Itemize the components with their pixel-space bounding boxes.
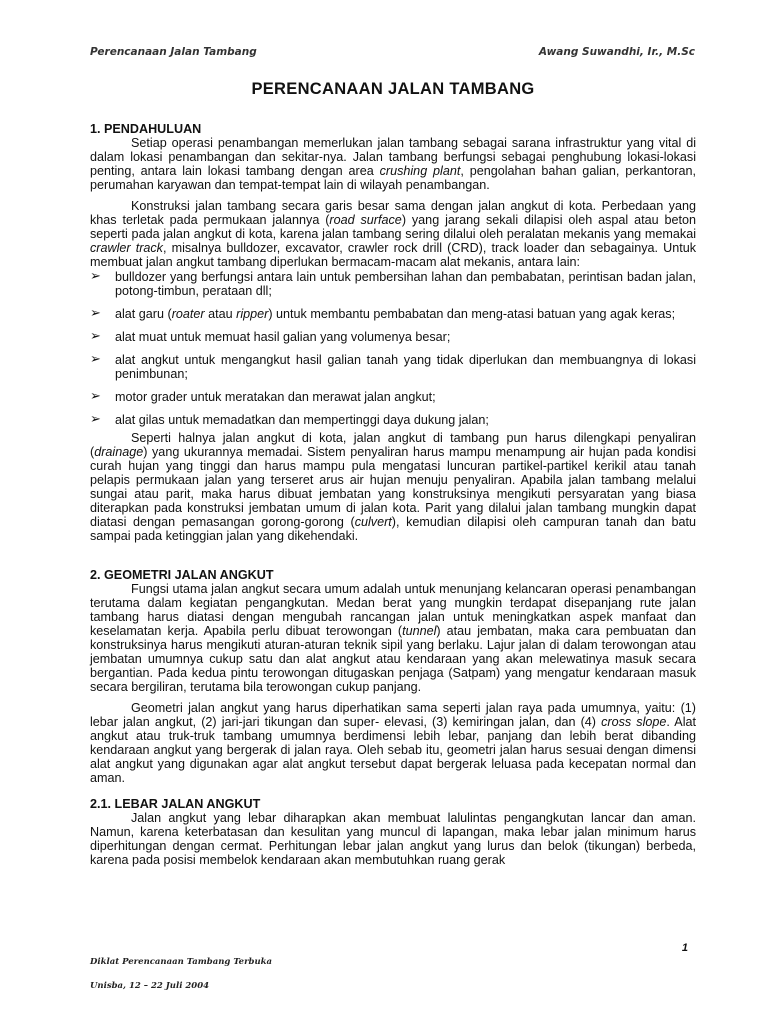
header-author: Awang Suwandhi, Ir., M.Sc [538,46,695,58]
section-heading-lebar-jalan: 2.1. LEBAR JALAN ANGKUT [90,797,261,811]
arrow-bullet-icon: ➢ [90,305,101,320]
arrow-bullet-icon: ➢ [90,351,101,366]
list-item: ➢ bulldozer yang berfungsi antara lain untuk pembersihan lahan dan pembabatan, perintisan badan jalan, potong-timbun, perataan dll; [90,268,696,298]
arrow-bullet-icon: ➢ [90,388,101,403]
list-item: ➢ alat gilas untuk memadatkan dan mempertinggi daya dukung jalan; [90,411,489,427]
paragraph: Geometri jalan angkut yang harus diperhatikan sama seperti jalan raya pada umumnya, yaitu: (1) lebar jalan angkut, (2) jari-jari tikungan dan super- elevasi, (3) kemiringan jalan, dan (4) cross slope. Alat angkut atau truk-truk tambang umumnya berdimensi lebih lebar, panjang dan lebih berat dibanding kendaraan angkut yang bergerak di jalan raya. Oleh sebab itu, geometri jalan harus sesuai dengan dimensi alat angkut yang digunakan agar alat angkut tersebut dapat bergerak leluasa pada kecepatan normal dan aman. [90,701,696,785]
header-left-title: Perencanaan Jalan Tambang [90,46,257,58]
list-item: ➢ alat angkut untuk mengangkut hasil galian tanah yang tidak diperlukan dan membuangnya di lokasi penimbunan; [90,351,696,381]
arrow-bullet-icon: ➢ [90,328,101,343]
list-item: ➢ alat muat untuk memuat hasil galian yang volumenya besar; [90,328,451,344]
arrow-bullet-icon: ➢ [90,268,101,283]
paragraph: Seperti halnya jalan angkut di kota, jalan angkut di tambang pun harus dilengkapi penyaliran (drainage) yang ukurannya memadai. Sistem penyaliran harus mampu menampung air hujan pada kondisi curah hujan yang tinggi dan harus mampu pula mengatasi luncuran partikel-partikel kerikil atau tanah pelapis permukaan jalan yang terseret arus air hujan menuju penyaliran. Apabila jalan tambang melalui sungai atau parit, maka harus dibuat jembatan yang konstruksinya mengikuti persyaratan yang biasa diterapkan pada konstruksi jembatan umum di jalan kota. Parit yang dilalui jalan tambang mungkin dapat diatasi dengan pemasangan gorong-gorong (culvert), kemudian dilapisi oleh campuran tanah dan batu sampai pada ketinggian jalan yang dikehendaki. [90,431,696,543]
page-title: PERENCANAAN JALAN TAMBANG [251,80,535,98]
section-heading-pendahuluan: 1. PENDAHULUAN [90,122,202,136]
document-body [90,82,696,867]
list-item: ➢ motor grader untuk meratakan dan merawat jalan angkut; [90,388,436,404]
paragraph: Jalan angkut yang lebar diharapkan akan membuat lalulintas pengangkutan lancar dan aman. Namun, karena keterbatasan dan kesulitan yang muncul di lapangan, maka lebar jalan minimum harus diperhitungan dengan cermat. Perhitungan lebar jalan angkut yang lurus dan belok (tikungan) berbeda, karena pada posisi membelok kendaraan akan membutuhkan ruang gerak [90,811,696,867]
footer-date: Unisba, 12 – 22 Juli 2004 [90,981,210,991]
paragraph: Fungsi utama jalan angkut secara umum adalah untuk menunjang kelancaran operasi penambangan terutama dalam kegiatan pengangkutan. Medan berat yang mungkin terdapat disepanjang rute jalan tambang harus diatasi dengan mengubah rancangan jalan untuk meningkatkan aspek manfaat dan keselamatan kerja. Apabila perlu dibuat terowongan (tunnel) atau jembatan, maka cara pembuatan dan konstruksinya harus mengikuti aturan-aturan teknik sipil yang berlaku. Lajur jalan di dalam terowongan atau jembatan umumnya cukup satu dan alat angkut atau kendaraan yang akan melewatinya masuk secara bergantian. Pada kedua pintu terowongan ditugaskan penjaga (Satpam) yang mengatur kendaraan masuk secara bergiliran, terutama bila terowongan cukup panjang. [90,582,696,694]
page-number: 1 [681,942,688,954]
section-heading-geometri: 2. GEOMETRI JALAN ANGKUT [90,568,274,582]
paragraph: Konstruksi jalan tambang secara garis besar sama dengan jalan angkut di kota. Perbedaan yang khas terletak pada permukaan jalannya (road surface) yang jarang sekali dilapisi oleh aspal atau beton seperti pada jalan angkut di kota, karena jalan tambang sering dilalui oleh peralatan mekanis yang memakai crawler track, misalnya bulldozer, excavator, crawler rock drill (CRD), track loader dan sebagainya. Untuk membuat jalan angkut tambang diperlukan bermacam-macam alat mekanis, antara lain: [90,199,696,269]
footer-course: Diklat Perencanaan Tambang Terbuka [90,957,273,967]
footer [90,950,272,998]
arrow-bullet-icon: ➢ [90,411,101,426]
running-header [90,46,695,58]
list-item: ➢ alat garu (roater atau ripper) untuk membantu pembabatan dan meng-atasi batuan yang agak keras; [90,305,676,321]
equipment-list [90,270,696,427]
paragraph: Setiap operasi penambangan memerlukan jalan tambang sebagai sarana infrastruktur yang vital di dalam lokasi penambangan dan sekitar-nya. Jalan tambang berfungsi sebagai penghubung lokasi-lokasi penting, antara lain lokasi tambang dengan area crushing plant, pengolahan bahan galian, perkantoran, perumahan karyawan dan tempat-tempat lain di wilayah penambangan. [90,136,696,192]
